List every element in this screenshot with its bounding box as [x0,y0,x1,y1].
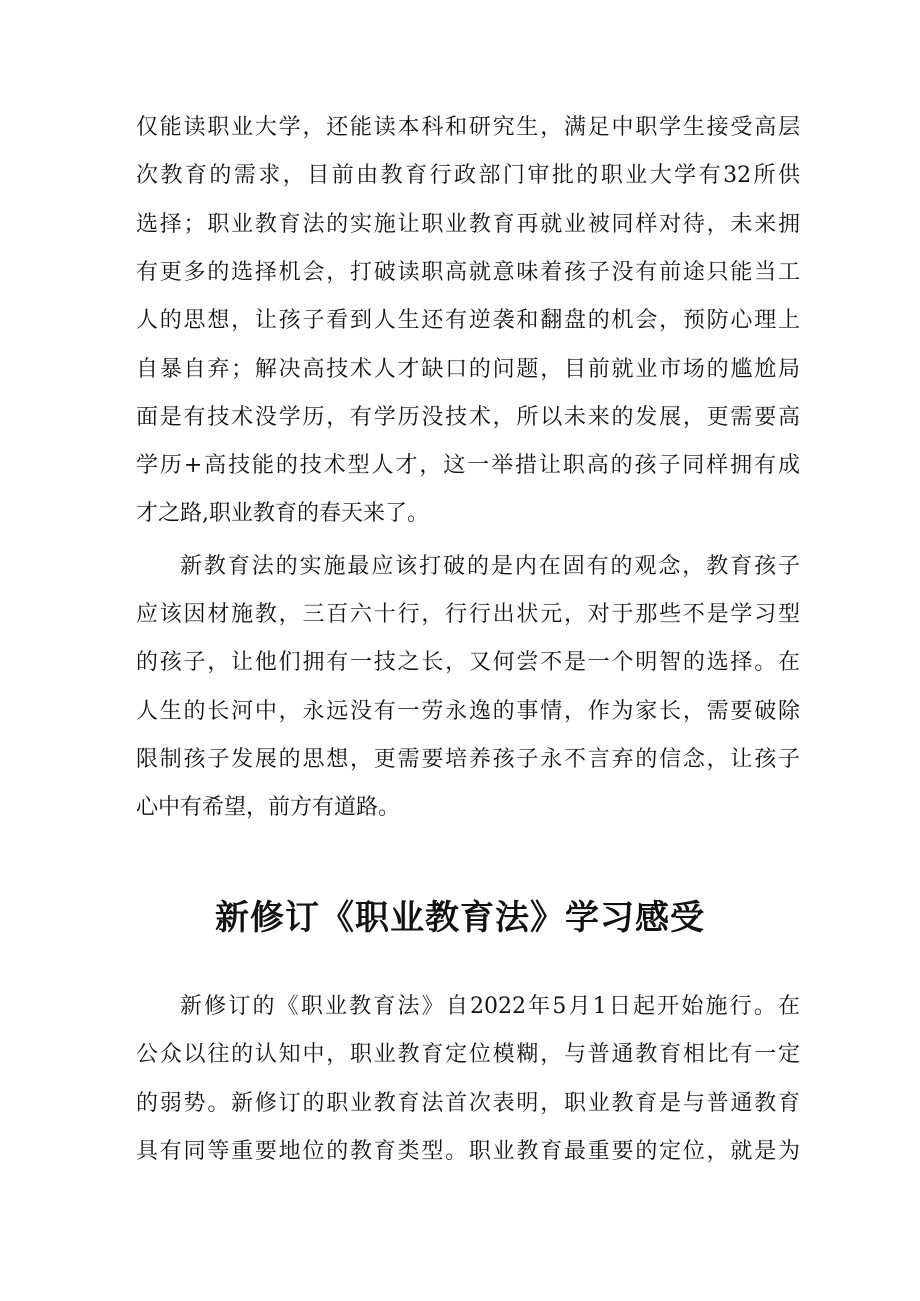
text-line: 公众以往的认知中，职业教育定位模糊，与普通教育相比有一定 [136,1042,800,1068]
text-line: 心中有希望，前方有道路。 [136,795,401,821]
text-line: 自暴自弃；解决高技术人才缺口的问题，目前就业市场的尴尬局 [136,356,800,382]
text-line: 选择；职业教育法的实施让职业教育再就业被同样对待，未来拥 [136,211,800,237]
text-line: 新修订的《职业教育法》自2022年5月1日起开始施行。在 [180,994,800,1019]
text-line: 学历+高技能的技术型人才，这一举措让职高的孩子同样拥有成 [136,453,800,479]
text-line: 次教育的需求，目前由教育行政部门审批的职业大学有32所供 [136,163,800,189]
text-line: 具有同等重要地位的教育类型。职业教育最重要的定位，就是为 [136,1138,800,1164]
text-line: 面是有技术没学历，有学历没技术，所以未来的发展，更需要高 [136,404,800,430]
text-line: 人的思想，让孩子看到人生还有逆袭和翻盘的机会，预防心理上 [136,308,800,334]
section-title: 新修订《职业教育法》学习感受 [215,898,705,938]
text-line: 的弱势。新修订的职业教育法首次表明，职业教育是与普通教育 [136,1090,800,1116]
text-line: 人生的长河中，永远没有一劳永逸的事情，作为家长，需要破除 [136,698,800,724]
text-line: 限制孩子发展的思想，更需要培养孩子永不言弃的信念，让孩子 [136,746,800,772]
text-line: 的孩子，让他们拥有一技之长，又何尝不是一个明智的选择。在 [136,650,800,676]
text-line: 才之路,职业教育的春天来了。 [136,501,429,527]
text-line: 应该因材施教，三百六十行，行行出状元，对于那些不是学习型 [136,602,800,627]
text-line: 有更多的选择机会，打破读职高就意味着孩子没有前途只能当工 [136,259,800,285]
text-line: 新教育法的实施最应该打破的是内在固有的观念，教育孩子 [180,553,800,579]
text-line: 仅能读职业大学，还能读本科和研究生，满足中职学生接受高层 [136,115,800,140]
